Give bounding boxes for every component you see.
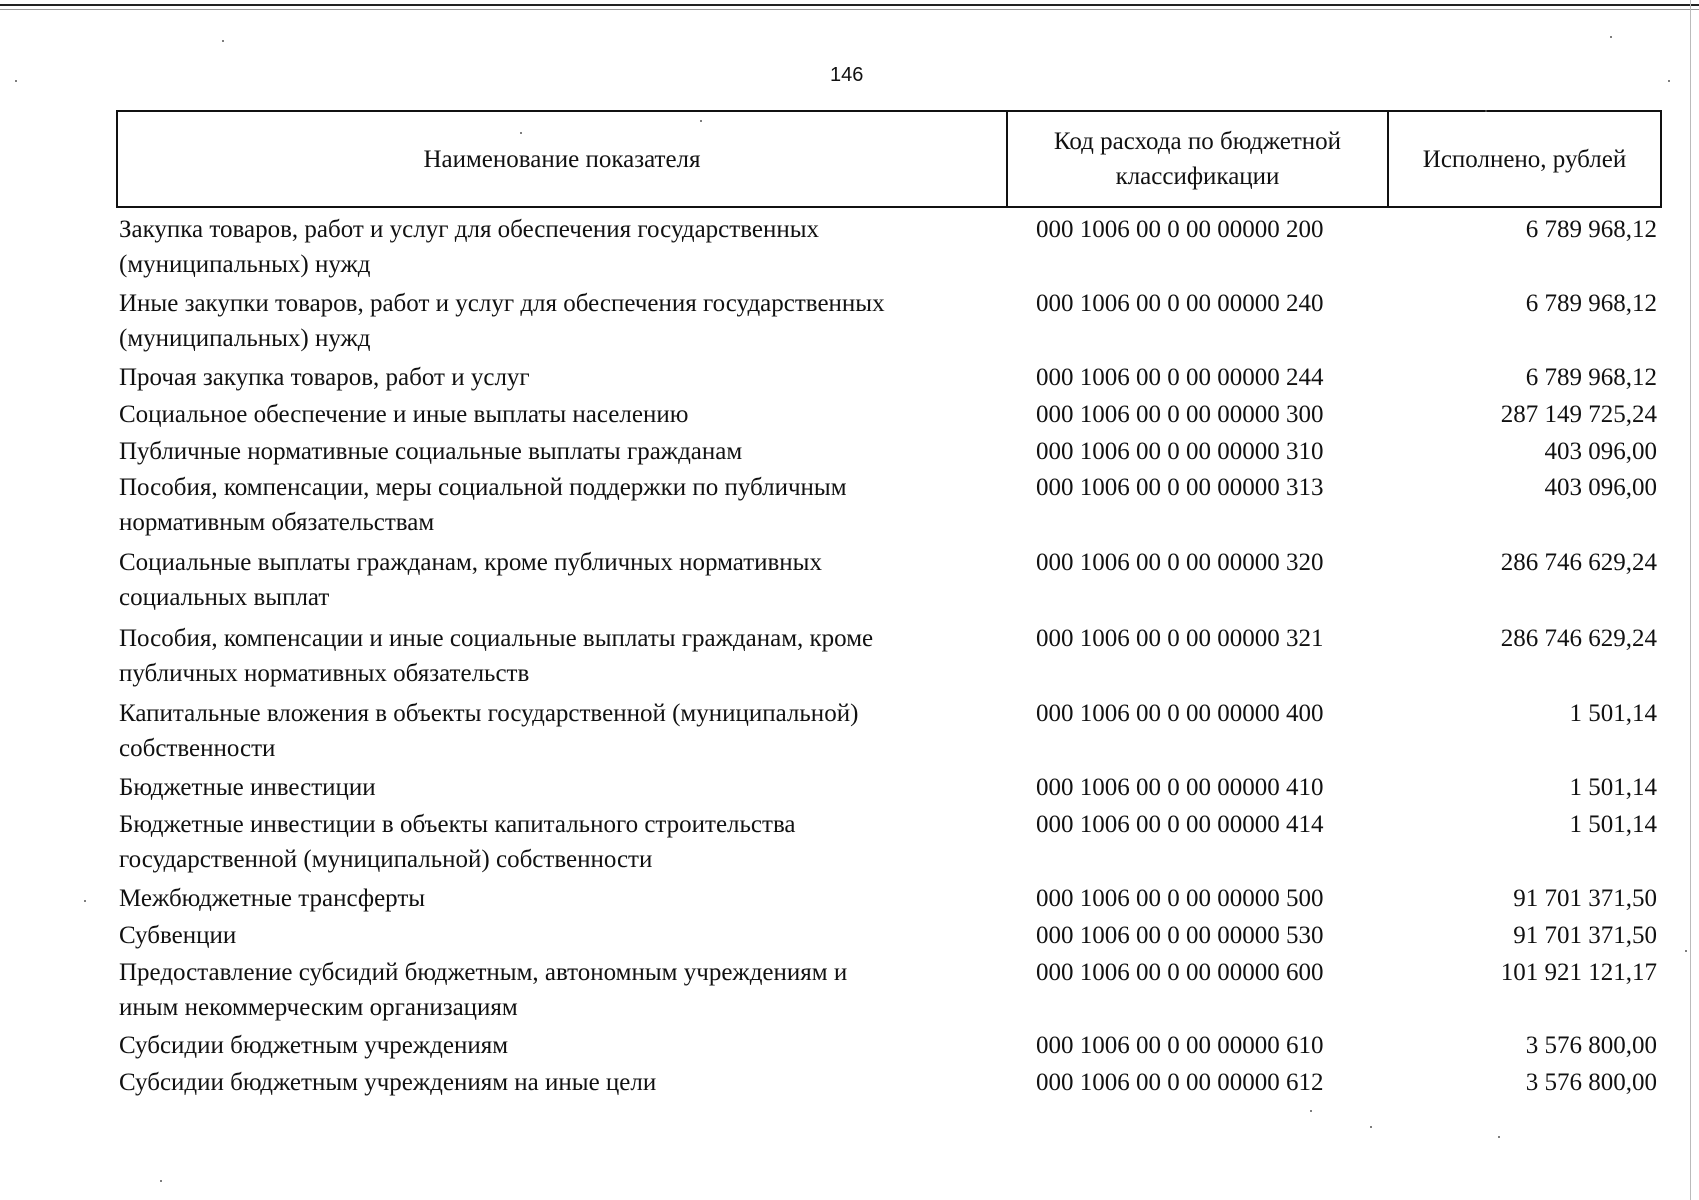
header-amount: Исполнено, рублей bbox=[1422, 145, 1627, 173]
scan-speck bbox=[1610, 36, 1612, 38]
top-border-line bbox=[0, 4, 1699, 6]
row-code: 000 1006 00 0 00 00000 244 bbox=[1036, 364, 1324, 391]
row-code: 000 1006 00 0 00 00000 321 bbox=[1036, 625, 1324, 652]
row-code: 000 1006 00 0 00 00000 240 bbox=[1036, 290, 1324, 317]
row-name: Пособия, компенсации, меры социальной поддержки по публичным нормативным обязательствам bbox=[119, 474, 847, 536]
row-code: 000 1006 00 0 00 00000 610 bbox=[1036, 1032, 1324, 1059]
row-code: 000 1006 00 0 00 00000 530 bbox=[1036, 922, 1324, 949]
scan-speck bbox=[1498, 1136, 1500, 1138]
row-amount: 403 096,00 bbox=[1544, 474, 1657, 501]
row-amount: 3 576 800,00 bbox=[1525, 1032, 1657, 1059]
row-amount: 1 501,14 bbox=[1569, 700, 1657, 727]
row-name: Капитальные вложения в объекты государственной (муниципальной) собственности bbox=[119, 700, 859, 762]
row-name: Социальное обеспечение и иные выплаты населению bbox=[119, 401, 689, 428]
row-code: 000 1006 00 0 00 00000 410 bbox=[1036, 774, 1324, 801]
row-amount: 286 746 629,24 bbox=[1500, 549, 1657, 576]
row-amount: 91 701 371,50 bbox=[1513, 922, 1657, 949]
row-amount: 6 789 968,12 bbox=[1525, 364, 1657, 391]
row-amount: 91 701 371,50 bbox=[1513, 885, 1657, 912]
row-code: 000 1006 00 0 00 00000 300 bbox=[1036, 401, 1324, 428]
top-border-line-thin bbox=[0, 9, 1699, 10]
row-name: Предоставление субсидий бюджетным, автономным учреждениям и иным некоммерческим организациям bbox=[119, 959, 848, 1021]
scan-speck bbox=[222, 40, 224, 42]
scan-speck bbox=[1485, 110, 1487, 112]
row-name: Социальные выплаты гражданам, кроме публичных нормативных социальных выплат bbox=[119, 549, 822, 611]
row-code: 000 1006 00 0 00 00000 600 bbox=[1036, 959, 1324, 986]
scan-speck bbox=[84, 900, 86, 902]
row-name: Субвенции bbox=[119, 922, 237, 949]
row-name: Закупка товаров, работ и услуг для обеспечения государственных (муниципальных) нужд bbox=[119, 216, 820, 278]
row-name: Публичные нормативные социальные выплаты гражданам bbox=[119, 438, 743, 465]
row-code: 000 1006 00 0 00 00000 500 bbox=[1036, 885, 1324, 912]
scan-speck bbox=[160, 1180, 162, 1182]
header-code: Код расхода по бюджетной классификации bbox=[1008, 112, 1389, 206]
row-code: 000 1006 00 0 00 00000 400 bbox=[1036, 700, 1324, 727]
row-name: Пособия, компенсации и иные социальные выплаты гражданам, кроме публичных нормативных обязательств bbox=[119, 625, 874, 687]
row-code: 000 1006 00 0 00 00000 320 bbox=[1036, 549, 1324, 576]
scan-speck bbox=[15, 80, 17, 82]
row-name: Субсидии бюджетным учреждениям на иные цели bbox=[119, 1069, 657, 1096]
row-name: Бюджетные инвестиции в объекты капитального строительства государственной (муниципальной) собственности bbox=[119, 811, 796, 873]
row-name: Прочая закупка товаров, работ и услуг bbox=[119, 364, 530, 391]
right-border-line bbox=[1690, 0, 1691, 1200]
header-name: Наименование показателя bbox=[118, 112, 1008, 206]
row-amount: 287 149 725,24 bbox=[1500, 401, 1657, 428]
scan-speck bbox=[520, 132, 522, 134]
row-amount: 403 096,00 bbox=[1544, 438, 1657, 465]
scan-speck bbox=[1370, 1126, 1372, 1128]
scan-speck bbox=[1685, 950, 1687, 952]
row-amount: 6 789 968,12 bbox=[1525, 216, 1657, 243]
scan-speck bbox=[1310, 1110, 1312, 1112]
scan-speck bbox=[1668, 80, 1670, 82]
row-amount: 6 789 968,12 bbox=[1525, 290, 1657, 317]
row-code: 000 1006 00 0 00 00000 310 bbox=[1036, 438, 1324, 465]
row-amount: 1 501,14 bbox=[1569, 811, 1657, 838]
row-name: Межбюджетные трансферты bbox=[119, 885, 426, 912]
scan-speck bbox=[700, 120, 702, 122]
row-amount: 3 576 800,00 bbox=[1525, 1069, 1657, 1096]
row-amount: 1 501,14 bbox=[1569, 774, 1657, 801]
row-code: 000 1006 00 0 00 00000 612 bbox=[1036, 1069, 1324, 1096]
row-code: 000 1006 00 0 00 00000 200 bbox=[1036, 216, 1324, 243]
row-amount: 101 921 121,17 bbox=[1500, 959, 1657, 986]
row-amount: 286 746 629,24 bbox=[1500, 625, 1657, 652]
page-number: 146 bbox=[830, 64, 864, 86]
row-name: Субсидии бюджетным учреждениям bbox=[119, 1032, 509, 1059]
row-code: 000 1006 00 0 00 00000 414 bbox=[1036, 811, 1324, 838]
row-name: Бюджетные инвестиции bbox=[119, 774, 376, 801]
row-code: 000 1006 00 0 00 00000 313 bbox=[1036, 474, 1324, 501]
row-name: Иные закупки товаров, работ и услуг для обеспечения государственных (муниципальных) нужд bbox=[119, 290, 885, 352]
table-header bbox=[116, 110, 1662, 208]
